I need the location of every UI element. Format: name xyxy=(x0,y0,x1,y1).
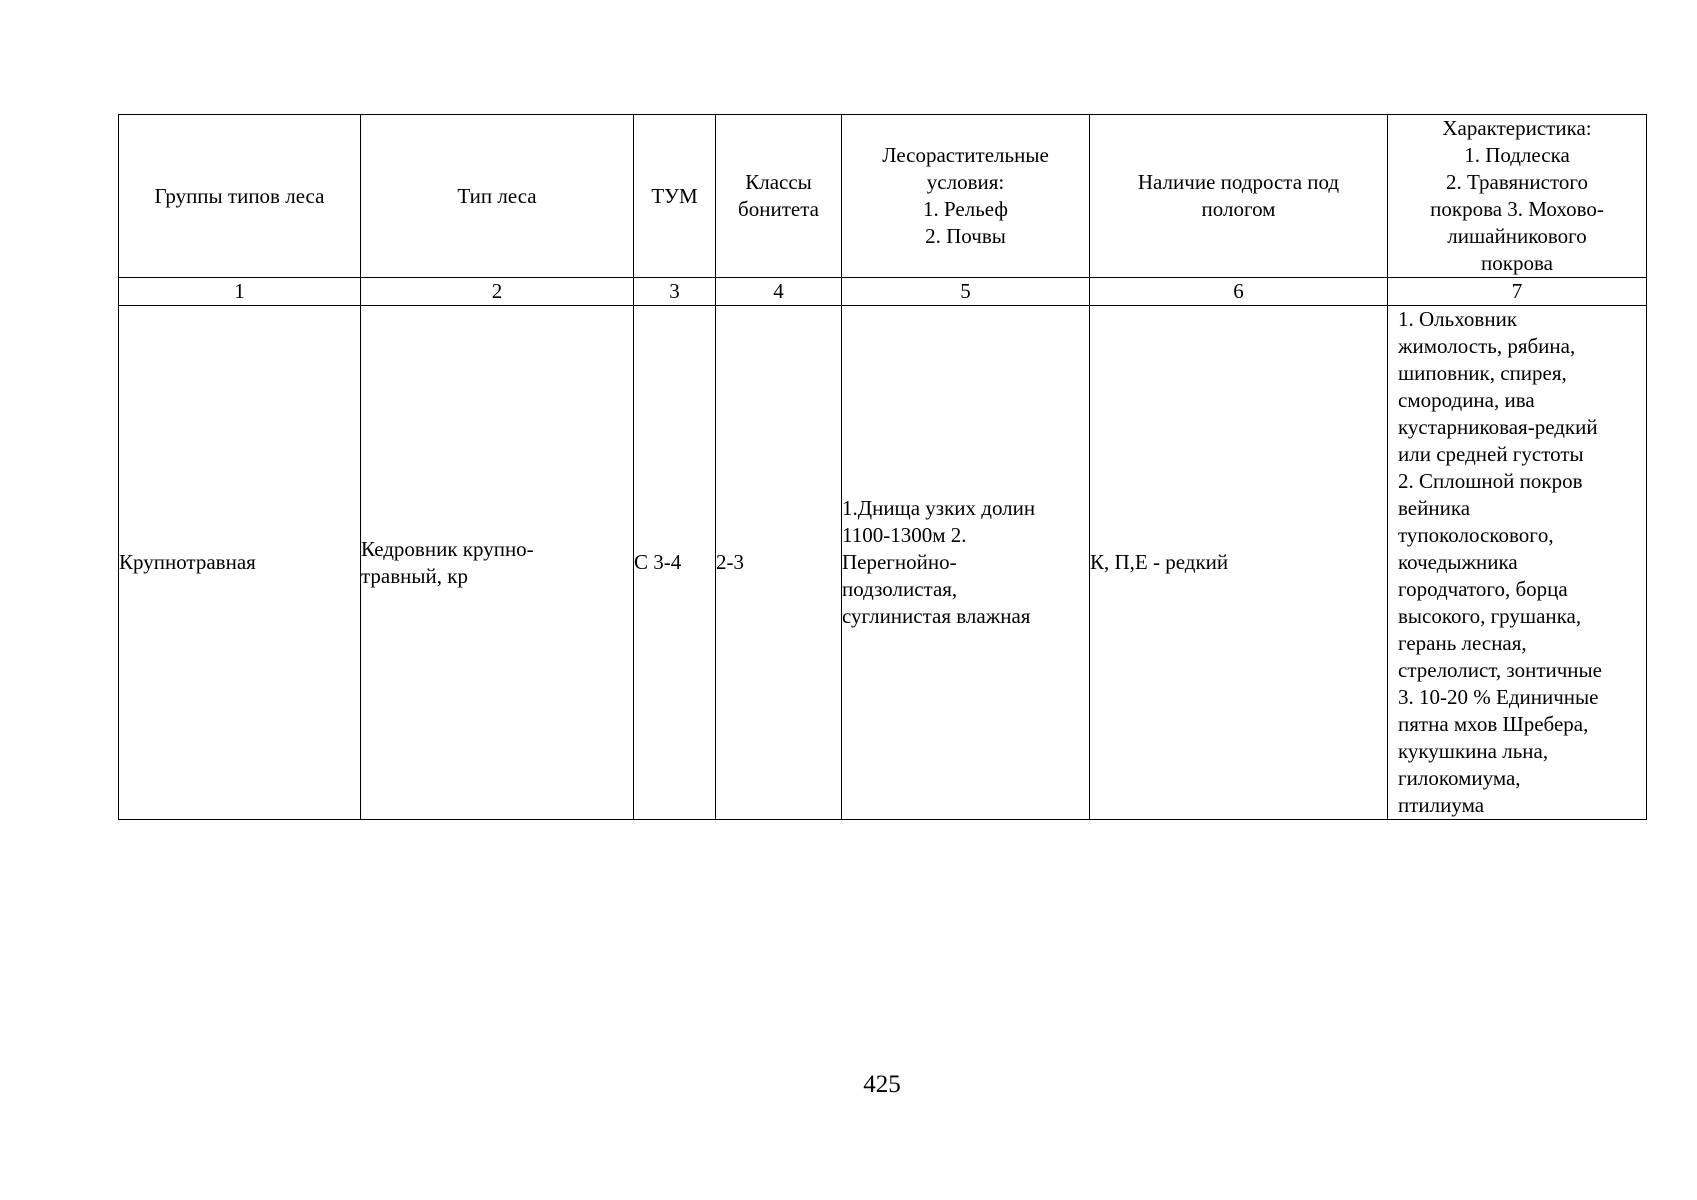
header-forest-type: Тип леса xyxy=(361,115,634,278)
cell-forest-type: Кедровник крупно- травный, кр xyxy=(361,306,634,820)
column-number: 2 xyxy=(361,278,634,306)
table-row xyxy=(119,306,1647,820)
table-header-row xyxy=(119,115,1647,278)
page-number: 425 xyxy=(863,1071,901,1098)
cell-undergrowth-presence: К, П,Е - редкий xyxy=(1090,306,1388,820)
column-number: 5 xyxy=(842,278,1090,306)
cell-forest-type-group: Крупнотравная xyxy=(119,306,361,820)
forest-types-table xyxy=(118,114,1647,820)
column-number: 3 xyxy=(634,278,716,306)
header-tum: ТУМ xyxy=(634,115,716,278)
cell-growing-conditions: 1.Днища узких долин 1100-1300м 2. Перегнойно- подзолистая, суглинистая влажная xyxy=(842,306,1090,820)
column-number-row xyxy=(119,278,1647,306)
column-number: 4 xyxy=(716,278,842,306)
header-site-classes: Классы бонитета xyxy=(716,115,842,278)
cell-site-class: 2-3 xyxy=(716,306,842,820)
header-forest-type-groups: Группы типов леса xyxy=(119,115,361,278)
column-number: 1 xyxy=(119,278,361,306)
header-growing-conditions: Лесорастительные условия: 1. Рельеф 2. Почвы xyxy=(842,115,1090,278)
cell-tum: С 3-4 xyxy=(634,306,716,820)
column-number: 6 xyxy=(1090,278,1388,306)
cell-characteristics: 1. Ольховник жимолость, рябина, шиповник, спирея, смородина, ива кустарниковая-редкий или средней густоты 2. Сплошной покров вейника тупоколосковогo, кочедыжника городчатого, борца высокого, грушанка, герань лесная, стрелолист, зонтичные 3. 10-20 % Единичные пятна мхов Шребера, кукушкина льна, гилокомиума, птилиума xyxy=(1388,306,1647,820)
column-number: 7 xyxy=(1388,278,1647,306)
header-characteristics: Характеристика: 1. Подлеска 2. Травянистого покрова 3. Мохово- лишайникового покрова xyxy=(1388,115,1647,278)
header-undergrowth-presence: Наличие подроста под пологом xyxy=(1090,115,1388,278)
